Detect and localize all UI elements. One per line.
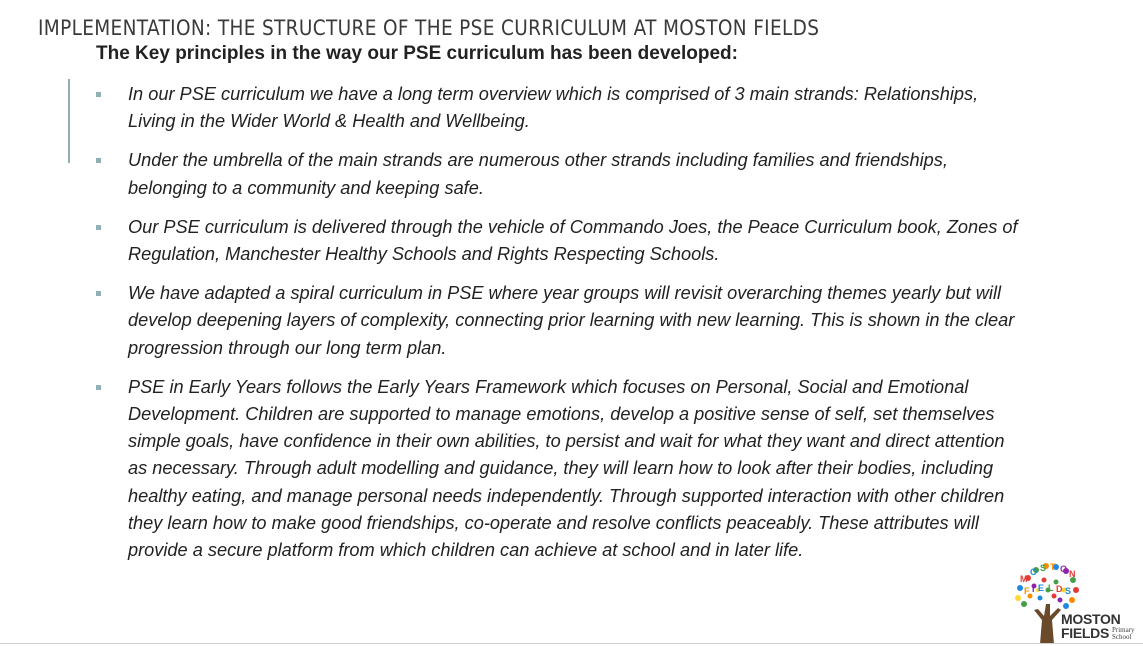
bullet-item <box>96 81 1026 135</box>
bullet-item <box>96 214 1026 268</box>
bullet-text: PSE in Early Years follows the Early Years Framework which focuses on Personal, Social and Emotional Development. Children are supported to manage emotions, develop a positive sense of self, set themselves simple goals, have confidence in their own abilities, to persist and wait for what they want and direct attention as necessary. Through adult modelling and guidance, they will learn how to look after their bodies, including healthy eating, and manage personal needs independently. Through supported interaction with other children they learn how to make good friendships, co-operate and resolve conflicts peaceably. These attributes will provide a secure platform from which children can achieve at school and in later life. <box>128 376 1005 561</box>
bottom-divider <box>0 643 1143 644</box>
bullet-list <box>96 81 1026 576</box>
svg-text:S: S <box>1065 586 1072 596</box>
svg-text:E: E <box>1038 583 1045 593</box>
svg-text:I: I <box>1032 584 1035 594</box>
bullet-text: In our PSE curriculum we have a long term overview which is comprised of 3 main strands: Relationships, Living in the Wider World & Health and Wellbeing. <box>128 84 979 132</box>
logo-name-line1: MOSTON <box>1061 611 1121 627</box>
bullet-text: We have adapted a spiral curriculum in PSE where year groups will revisit overarching themes yearly but will develop deepening layers of complexity, connecting prior learning with new learning. This is shown in the clear progression through our long term plan. <box>128 283 1015 358</box>
svg-text:T: T <box>1050 562 1056 572</box>
logo-subtitle-line1: Primary <box>1112 626 1135 634</box>
svg-text:L: L <box>1048 583 1054 593</box>
bullet-text: Under the umbrella of the main strands are numerous other strands including families and friendships, belonging to a community and keeping safe. <box>128 150 948 198</box>
bullet-marker-icon <box>96 225 101 230</box>
bullet-marker-icon <box>96 291 101 296</box>
bullet-text: Our PSE curriculum is delivered through the vehicle of Commando Joes, the Peace Curriculum book, Zones of Regulation, Manchester Healthy Schools and Rights Respecting Schools. <box>128 216 1018 265</box>
bullet-item <box>96 374 1026 564</box>
svg-text:O: O <box>1060 564 1068 574</box>
bullet-marker-icon <box>96 158 101 163</box>
logo-subtitle <box>1112 627 1135 641</box>
slide-title: IMPLEMENTATION: THE STRUCTURE OF THE PSE CURRICULUM AT MOSTON FIELDS <box>38 16 820 41</box>
svg-text:N: N <box>1069 569 1076 579</box>
logo-name-line2: FIELDS <box>1061 625 1109 641</box>
subheading: The Key principles in the way our PSE curriculum has been developed: <box>96 43 738 64</box>
svg-text:F: F <box>1024 586 1030 596</box>
svg-text:D: D <box>1056 584 1063 594</box>
bullet-marker-icon <box>96 385 101 390</box>
svg-text:S: S <box>1040 563 1047 573</box>
bullet-item <box>96 147 1026 201</box>
svg-text:O: O <box>1030 567 1038 577</box>
logo-subtitle-line2: School <box>1112 633 1132 641</box>
accent-bar <box>68 79 70 163</box>
bullet-item <box>96 280 1026 362</box>
bullet-marker-icon <box>96 92 101 97</box>
svg-text:M: M <box>1020 574 1028 584</box>
